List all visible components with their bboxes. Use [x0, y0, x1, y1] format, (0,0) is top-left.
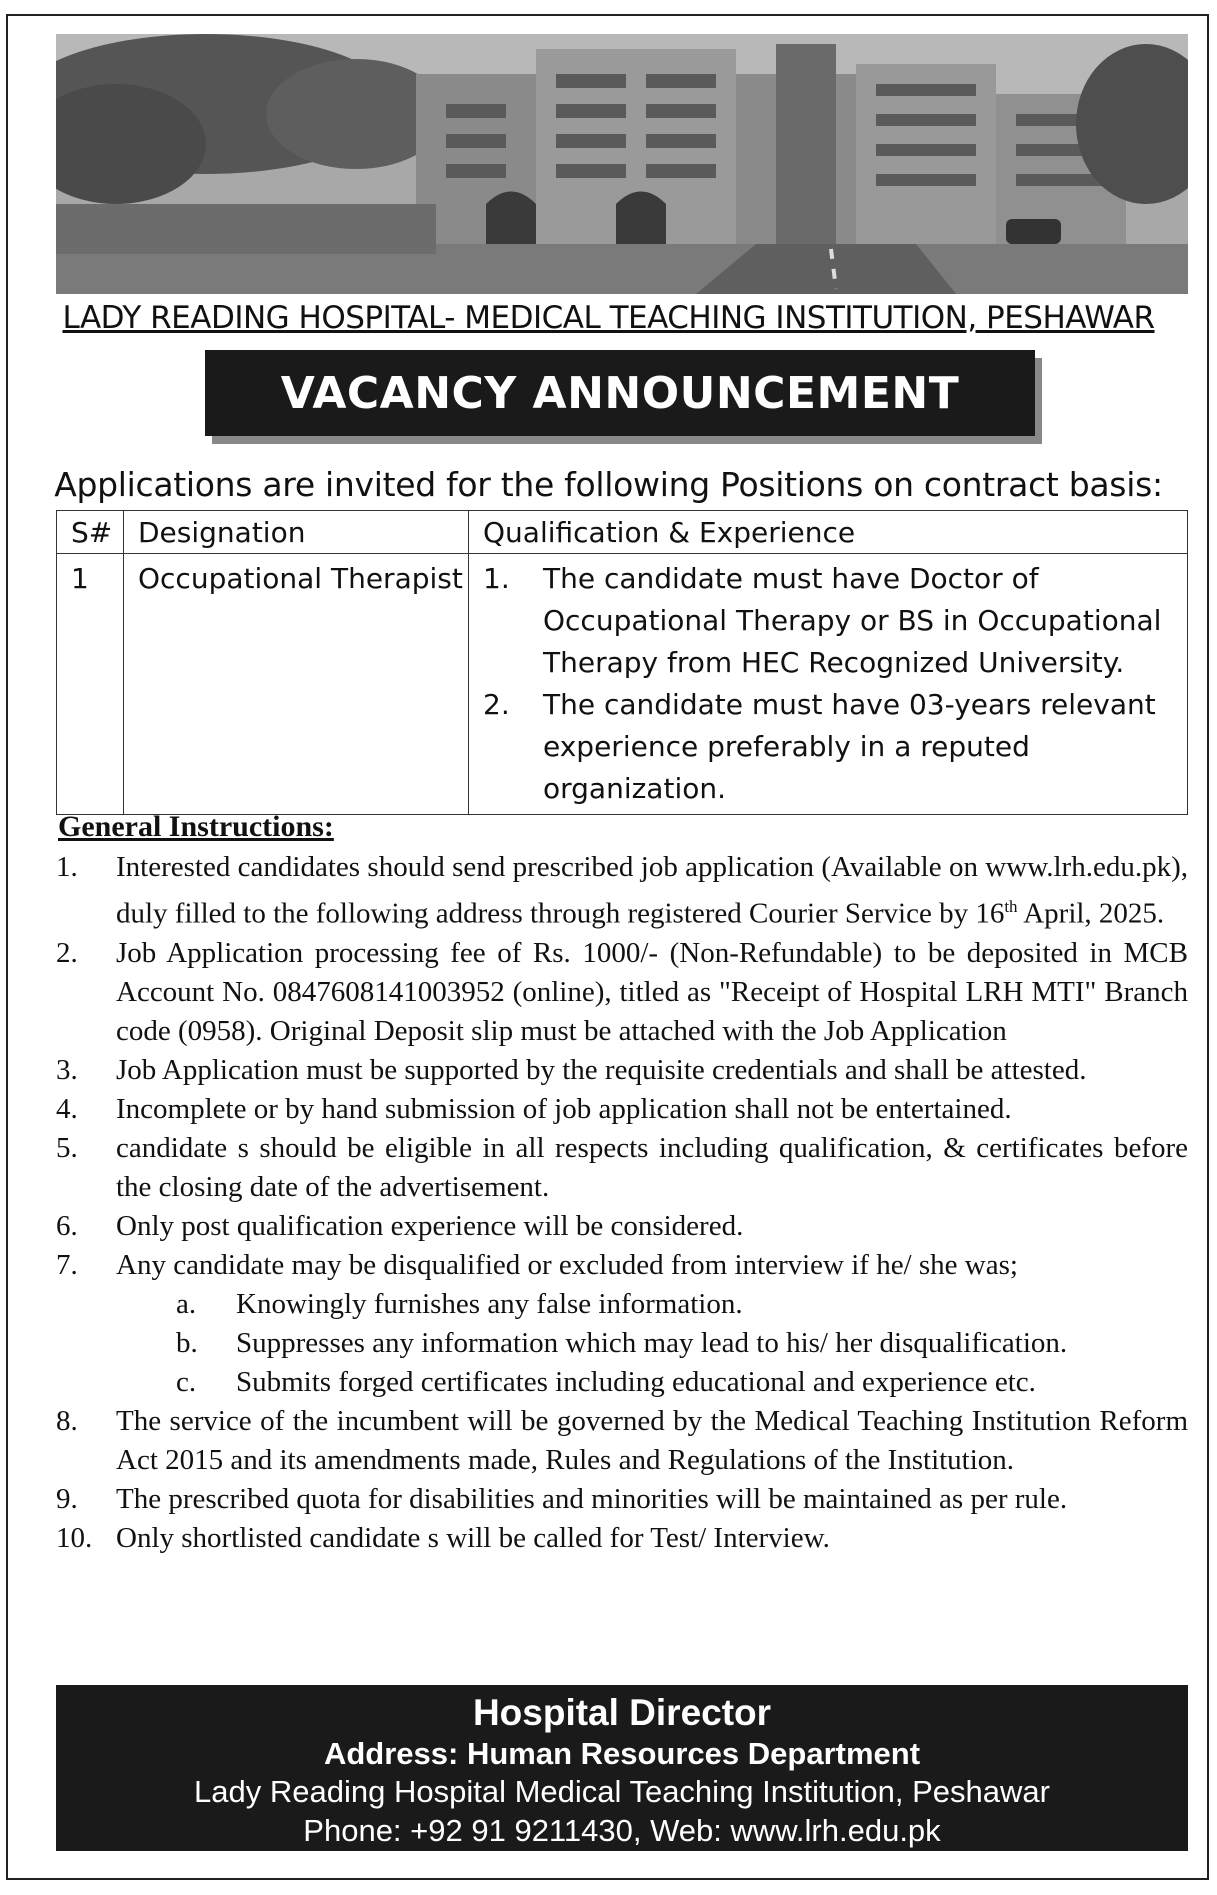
list-item	[56, 1519, 1188, 1558]
sub-item-letter: c.	[176, 1365, 197, 1398]
sub-item-text: Submits forged certificates including educational and experience etc.	[236, 1365, 1036, 1398]
instruction-text: Job Application must be supported by the requisite credentials and shall be attested.	[116, 1053, 1087, 1086]
list-item	[56, 1363, 1188, 1402]
sub-item-text: Knowingly furnishes any false information.	[236, 1287, 743, 1320]
sub-list-container	[56, 1285, 1188, 1402]
instruction-number: 8.	[56, 1404, 78, 1437]
list-item	[56, 1285, 1188, 1324]
instruction-number: 3.	[56, 1053, 78, 1086]
footer-title: Hospital Director	[472, 1692, 772, 1733]
instruction-text: Only shortlisted candidate s will be called for Test/ Interview.	[116, 1521, 830, 1554]
sub-item-letter: a.	[176, 1287, 197, 1320]
qualification-text: The candidate must have Doctor of Occupational Therapy or BS in Occupational Therapy from HEC Recognized University.	[543, 562, 1162, 679]
list-item	[56, 1480, 1188, 1519]
instruction-number: 6.	[56, 1209, 78, 1242]
instruction-text-part: April, 2025.	[1017, 897, 1165, 930]
list-item	[483, 684, 1177, 810]
column-header-qualification: Qualification & Experience	[469, 511, 1188, 554]
list-item	[483, 558, 1177, 684]
intro-text: Applications are invited for the following Positions on contract basis:	[54, 465, 1163, 504]
sub-item-letter: b.	[176, 1326, 198, 1359]
list-item	[56, 848, 1188, 934]
instruction-number: 1.	[56, 851, 78, 883]
contact-footer	[56, 1685, 1188, 1851]
table-row	[57, 554, 1188, 815]
instruction-number: 2.	[56, 936, 78, 969]
footer-institution: Lady Reading Hospital Medical Teaching Institution, Peshawar	[194, 1774, 1050, 1809]
instructions-list	[56, 848, 1188, 1558]
date-superscript: th	[1004, 897, 1018, 916]
list-item	[56, 1129, 1188, 1207]
instruction-text	[116, 848, 1188, 934]
positions-table	[56, 510, 1188, 815]
instruction-number: 7.	[56, 1248, 78, 1281]
instruction-text-part: Interested candidates should send prescribed job application (Available on www.lrh.edu.pk), duly filled to the following address through registered Courier Service by 16	[116, 851, 1188, 930]
list-item	[56, 1324, 1188, 1363]
hospital-building-photo	[56, 34, 1188, 294]
instruction-text: The service of the incumbent will be governed by the Medical Teaching Institution Reform Act 2015 and its amendments made, Rules and Regulations of the Institution.	[116, 1404, 1188, 1476]
list-item	[56, 1246, 1188, 1285]
cell-designation: Occupational Therapist	[124, 554, 469, 815]
instruction-text: Only post qualification experience will be considered.	[116, 1209, 744, 1242]
footer-contact: Phone: +92 91 9211430, Web: www.lrh.edu.pk	[303, 1813, 941, 1848]
qualification-number: 2.	[483, 688, 510, 721]
instruction-number: 4.	[56, 1092, 78, 1125]
instruction-number: 5.	[56, 1131, 78, 1164]
qualification-text: The candidate must have 03-years relevant experience preferably in a reputed organization.	[543, 688, 1156, 805]
qualification-number: 1.	[483, 562, 510, 595]
instruction-text: Job Application processing fee of Rs. 1000/- (Non-Refundable) to be deposited in MCB Account No. 0847608141003952 (online), titled as "Receipt of Hospital LRH MTI" Branch code (0958). Original Deposit slip must be attached with the Job Application	[116, 936, 1188, 1047]
sub-item-text: Suppresses any information which may lead to his/ her disqualification.	[236, 1326, 1068, 1359]
instruction-number: 9.	[56, 1482, 78, 1515]
instruction-text: Any candidate may be disqualified or excluded from interview if he/ she was;	[116, 1248, 1018, 1281]
list-item	[56, 1051, 1188, 1090]
disqualification-sub-list	[56, 1285, 1188, 1402]
column-header-designation: Designation	[124, 511, 469, 554]
hospital-name-heading: LADY READING HOSPITAL- MEDICAL TEACHING INSTITUTION, PESHAWAR	[62, 300, 1155, 336]
column-header-sno: S#	[57, 511, 124, 554]
list-item	[56, 934, 1188, 1051]
instruction-number: 10.	[56, 1521, 93, 1554]
instruction-text: The prescribed quota for disabilities and minorities will be maintained as per rule.	[116, 1482, 1068, 1515]
qualification-list	[483, 558, 1187, 810]
instruction-text: Incomplete or by hand submission of job application shall not be entertained.	[116, 1092, 1012, 1125]
cell-sno: 1	[57, 554, 124, 815]
list-item	[56, 1207, 1188, 1246]
list-item	[56, 1090, 1188, 1129]
list-item	[56, 1402, 1188, 1480]
instruction-text: candidate s should be eligible in all respects including qualification, & certificates before the closing date of the advertisement.	[116, 1131, 1188, 1203]
footer-address: Address: Human Resources Department	[323, 1736, 921, 1771]
cell-qualification	[469, 554, 1188, 815]
vacancy-announcement-banner: VACANCY ANNOUNCEMENT	[205, 350, 1035, 436]
table-header-row	[57, 511, 1188, 554]
general-instructions-title: General Instructions:	[58, 810, 334, 843]
